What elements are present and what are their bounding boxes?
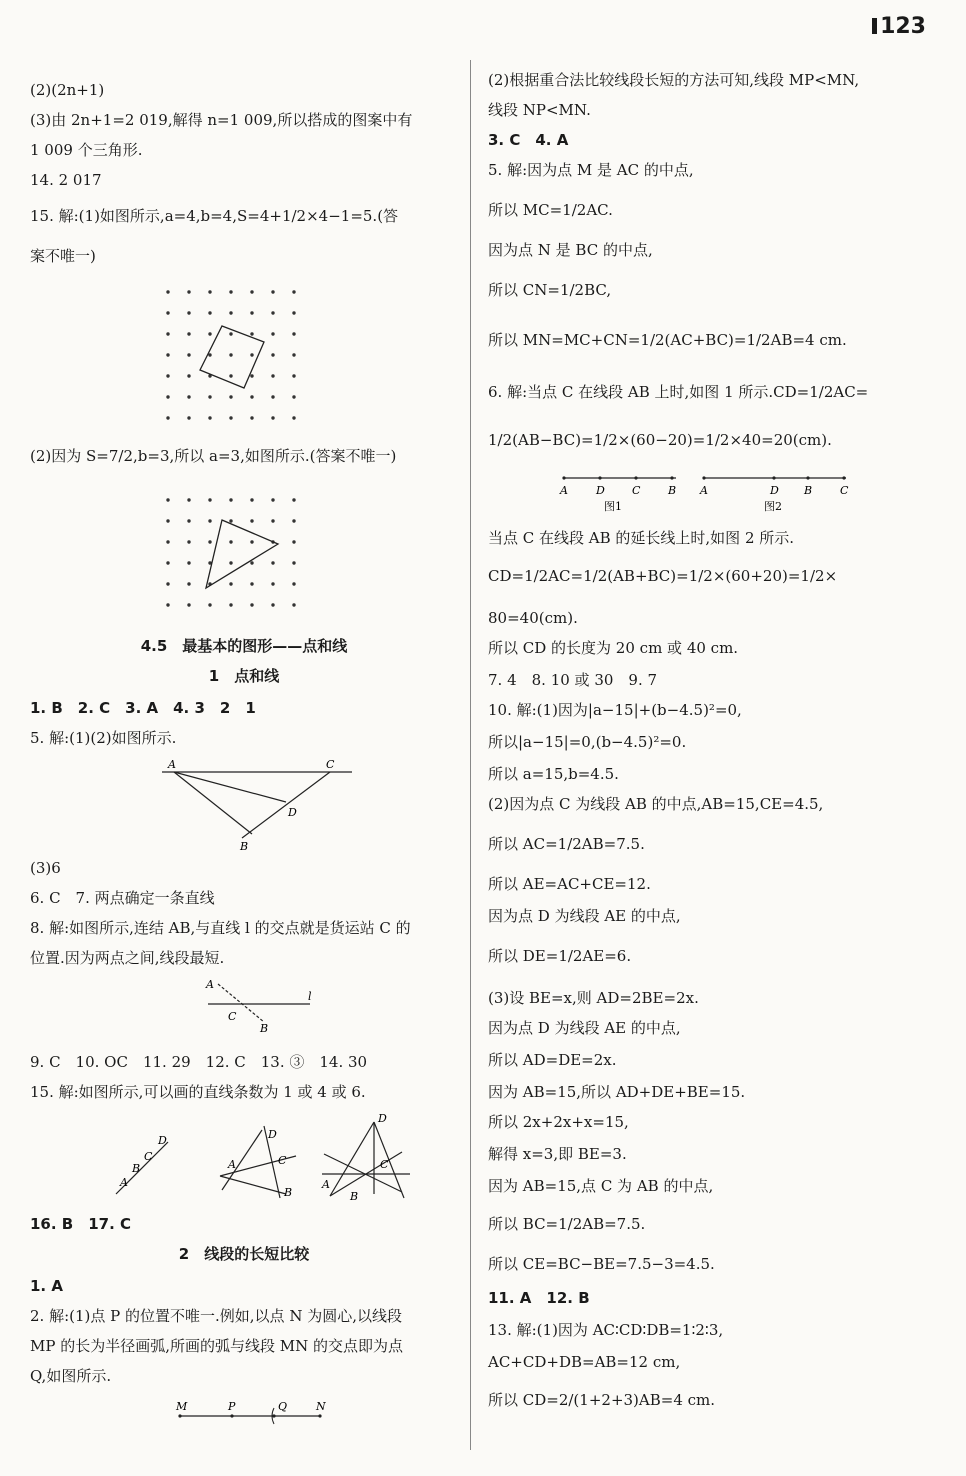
fig1-label: A (560, 484, 568, 497)
grid-dot (229, 561, 232, 564)
f5-label: D (288, 806, 297, 819)
grid-dot (271, 353, 274, 356)
right-text-line: 5. 解:因为点 M 是 AC 的中点, (488, 161, 694, 179)
grid-dot (166, 311, 169, 314)
grid-dot (271, 332, 274, 335)
grid-dot (229, 603, 232, 606)
dot-grid-square-figure (160, 284, 310, 424)
grid-dot (229, 519, 232, 522)
right-text-line: 3. C 4. A (488, 131, 569, 149)
right-text-line: 因为 AB=15,点 C 为 AB 的中点, (488, 1177, 714, 1195)
grid-dot (208, 290, 211, 293)
left-text-line: (3)6 (30, 859, 61, 877)
grid-dot (166, 603, 169, 606)
grid-dot (250, 540, 253, 543)
right-text-line: 当点 C 在线段 AB 的延长线上时,如图 2 所示. (488, 529, 795, 547)
grid-dot (166, 395, 169, 398)
left-text-line: 案不唯一) (30, 247, 96, 265)
right-text-line: 因为点 D 为线段 AE 的中点, (488, 907, 681, 925)
grid-dot (187, 540, 190, 543)
grid-dot (229, 374, 232, 377)
grid-dot (271, 582, 274, 585)
f15-label: C (380, 1158, 389, 1171)
left-text-line: 2 线段的长短比较 (178, 1245, 310, 1263)
right-text-line: 所以 a=15,b=4.5. (488, 765, 619, 783)
fig1-label: D (596, 484, 605, 497)
f15-label: B (284, 1186, 293, 1199)
right-text-line: 因为点 N 是 BC 的中点, (488, 241, 653, 259)
grid-dot (187, 519, 190, 522)
dot-grid-triangle-figure (160, 492, 310, 616)
f8-label: l (308, 990, 312, 1003)
left-text-line: (3)由 2n+1=2 019,解得 n=1 009,所以搭成的图案中有 (30, 111, 413, 129)
segment-figures (548, 470, 868, 520)
right-text-line: 10. 解:(1)因为|a−15|+(b−4.5)²=0, (488, 701, 742, 719)
left-text-line: (2)(2n+1) (30, 81, 105, 99)
grid-dot (292, 353, 295, 356)
right-text-line: 所以 BC=1/2AB=7.5. (488, 1215, 646, 1233)
grid-dot (187, 290, 190, 293)
right-text-line: (3)设 BE=x,则 AD=2BE=2x. (488, 989, 699, 1007)
grid-dot (166, 540, 169, 543)
f5-label: B (240, 840, 249, 852)
left-text-line: 6. C 7. 两点确定一条直线 (30, 889, 215, 907)
right-text-line: 所以 CD=2/(1+2+3)AB=4 cm. (488, 1391, 716, 1409)
grid-dot (250, 498, 253, 501)
grid-dot (166, 374, 169, 377)
f5-label: A (168, 758, 176, 771)
grid-dot (250, 603, 253, 606)
right-text-line: 所以 2x+2x+x=15, (488, 1113, 629, 1131)
column-divider (470, 60, 471, 1450)
grid-dot (250, 374, 253, 377)
seg-label: N (316, 1400, 326, 1413)
fig2-label: C (840, 484, 849, 497)
grid-dot (292, 498, 295, 501)
right-text-line: (2)根据重合法比较线段长短的方法可知,线段 MP<MN, (488, 71, 860, 89)
grid-dot (292, 603, 295, 606)
right-text-line: 所以 AD=DE=2x. (488, 1051, 617, 1069)
right-text-line: 所以|a−15|=0,(b−4.5)²=0. (488, 733, 687, 751)
grid-dot (166, 561, 169, 564)
left-text-line: 1 009 个三角形. (30, 141, 143, 159)
grid-dot (208, 332, 211, 335)
grid-dot (250, 353, 253, 356)
right-text-line: 所以 AC=1/2AB=7.5. (488, 835, 645, 853)
f15-label: D (378, 1112, 387, 1125)
grid-dot (208, 603, 211, 606)
fig1-label: B (668, 484, 677, 497)
left-text-line: 1 点和线 (208, 667, 280, 685)
grid-dot (229, 290, 232, 293)
grid-dot (292, 582, 295, 585)
grid-dot (208, 395, 211, 398)
right-text-line: (2)因为点 C 为线段 AB 的中点,AB=15,CE=4.5, (488, 795, 824, 813)
right-text-line: 80=40(cm). (488, 609, 578, 627)
grid-dot (187, 395, 190, 398)
grid-dot (250, 416, 253, 419)
f15-label: C (278, 1154, 287, 1167)
right-text-line: 11. A 12. B (488, 1289, 590, 1307)
left-text-line: MP 的长为半径画弧,所画的弧与线段 MN 的交点即为点 (30, 1337, 404, 1355)
right-text-line: 因为点 D 为线段 AE 的中点, (488, 1019, 681, 1037)
grid-dot (166, 582, 169, 585)
left-text-line: 8. 解:如图所示,连结 AB,与直线 l 的交点就是货运站 C 的 (30, 919, 411, 937)
grid-dot (208, 498, 211, 501)
right-text-line: 7. 4 8. 10 或 30 9. 7 (488, 671, 658, 689)
grid-dot (292, 290, 295, 293)
left-text-line: 4.5 最基本的图形——点和线 (140, 637, 348, 655)
grid-dot (271, 395, 274, 398)
grid-dot (271, 561, 274, 564)
grid-dot (229, 416, 232, 419)
grid-dot (271, 519, 274, 522)
grid-dot (292, 374, 295, 377)
grid-dot (250, 519, 253, 522)
grid-dot (187, 353, 190, 356)
grid-dot (292, 519, 295, 522)
right-text-line: 所以 AE=AC+CE=12. (488, 875, 651, 893)
grid-dot (292, 311, 295, 314)
f15-label: A (322, 1178, 330, 1191)
grid-dot (292, 395, 295, 398)
grid-dot (271, 498, 274, 501)
grid-dot (250, 395, 253, 398)
left-text-line: 9. C 10. OC 11. 29 12. C 13. ③ 14. 30 (30, 1053, 368, 1071)
seg-label: M (176, 1400, 188, 1413)
left-text-line: 1. B 2. C 3. A 4. 3 2 1 (30, 699, 256, 717)
f15-label: A (120, 1176, 128, 1189)
left-text-line: 5. 解:(1)(2)如图所示. (30, 729, 177, 747)
right-text-line: 解得 x=3,即 BE=3. (488, 1145, 627, 1163)
right-text-line: 因为 AB=15,所以 AD+DE+BE=15. (488, 1083, 746, 1101)
f8-label: B (260, 1022, 269, 1034)
right-text-line: 13. 解:(1)因为 AC∶CD∶DB=1∶2∶3, (488, 1321, 724, 1339)
grid-dot (292, 416, 295, 419)
f8-label: C (228, 1010, 237, 1023)
fig2-label: A (700, 484, 708, 497)
f15-label: B (132, 1162, 141, 1175)
grid-dot (166, 416, 169, 419)
left-text-line: (2)因为 S=7/2,b=3,所以 a=3,如图所示.(答案不唯一) (30, 447, 397, 465)
f15-label: D (268, 1128, 277, 1141)
fig2-label: D (770, 484, 779, 497)
right-text-line: 所以 CE=BC−BE=7.5−3=4.5. (488, 1255, 715, 1273)
grid-dot (187, 561, 190, 564)
right-text-line: 所以 CD 的长度为 20 cm 或 40 cm. (488, 639, 739, 657)
grid-dot (250, 332, 253, 335)
grid-dot (229, 540, 232, 543)
right-text-line: 6. 解:当点 C 在线段 AB 上时,如图 1 所示.CD=1/2AC= (488, 383, 869, 401)
grid-dot (187, 311, 190, 314)
right-text-line: 所以 MN=MC+CN=1/2(AC+BC)=1/2AB=4 cm. (488, 331, 847, 349)
left-text-line: 16. B 17. C (30, 1215, 132, 1233)
left-text-line: 14. 2 017 (30, 171, 102, 189)
grid-dot (166, 519, 169, 522)
fig2-label: B (804, 484, 813, 497)
right-text-line: AC+CD+DB=AB=12 cm, (488, 1353, 681, 1371)
grid-dot (271, 290, 274, 293)
grid-dot (166, 332, 169, 335)
f15-label: D (158, 1134, 167, 1147)
grid-dot (271, 416, 274, 419)
grid-dot (292, 561, 295, 564)
right-text-line: 1/2(AB−BC)=1/2×(60−20)=1/2×40=20(cm). (488, 431, 832, 449)
grid-dot (166, 353, 169, 356)
grid-dot (187, 416, 190, 419)
grid-dot (229, 582, 232, 585)
grid-dot (166, 290, 169, 293)
grid-dot (187, 603, 190, 606)
fig1-label: C (632, 484, 641, 497)
left-text-line: 15. 解:(1)如图所示,a=4,b=4,S=4+1/2×4−1=5.(答 (30, 207, 399, 225)
f15-label: C (144, 1150, 153, 1163)
grid-dot (250, 290, 253, 293)
left-text-line: Q,如图所示. (30, 1367, 112, 1385)
grid-dot (187, 498, 190, 501)
grid-dot (229, 498, 232, 501)
f5-label: C (326, 758, 335, 771)
page-number: 123 (872, 14, 926, 39)
grid-dot (250, 561, 253, 564)
grid-dot (229, 395, 232, 398)
shortest-path-figure (200, 974, 340, 1034)
line-triangle-figure (160, 752, 360, 852)
f15-label: B (350, 1190, 359, 1202)
grid-dot (229, 332, 232, 335)
left-text-line: 位置.因为两点之间,线段最短. (30, 949, 225, 967)
grid-dot (229, 353, 232, 356)
left-text-line: 15. 解:如图所示,可以画的直线条数为 1 或 4 或 6. (30, 1083, 366, 1101)
fig2-caption: 图2 (764, 500, 782, 513)
right-text-line: 所以 DE=1/2AE=6. (488, 947, 632, 965)
grid-dot (208, 311, 211, 314)
f8-label: A (206, 978, 214, 991)
grid-dot (271, 311, 274, 314)
left-text-line: 2. 解:(1)点 P 的位置不唯一.例如,以点 N 为圆心,以线段 (30, 1307, 402, 1325)
grid-dot (292, 540, 295, 543)
grid-dot (292, 332, 295, 335)
fig1-caption: 图1 (604, 500, 622, 513)
left-text-line: 1. A (30, 1277, 63, 1295)
right-text-line: 所以 CN=1/2BC, (488, 281, 612, 299)
grid-dot (250, 582, 253, 585)
segment-mpqn-figure (170, 1398, 370, 1428)
line-count-figures (112, 1106, 422, 1202)
right-text-line: 所以 MC=1/2AC. (488, 201, 613, 219)
seg-label: Q (278, 1400, 288, 1413)
f15-label: A (228, 1158, 236, 1171)
grid-dot (250, 311, 253, 314)
grid-dot (208, 519, 211, 522)
grid-dot (187, 332, 190, 335)
grid-dot (187, 582, 190, 585)
right-text-line: CD=1/2AC=1/2(AB+BC)=1/2×(60+20)=1/2× (488, 567, 838, 585)
right-text-line: 线段 NP<MN. (488, 101, 591, 119)
seg-label: P (228, 1400, 236, 1413)
grid-dot (271, 603, 274, 606)
grid-dot (229, 311, 232, 314)
grid-dot (166, 498, 169, 501)
grid-dot (208, 416, 211, 419)
grid-dot (271, 374, 274, 377)
grid-dot (187, 374, 190, 377)
grid-dot (208, 540, 211, 543)
